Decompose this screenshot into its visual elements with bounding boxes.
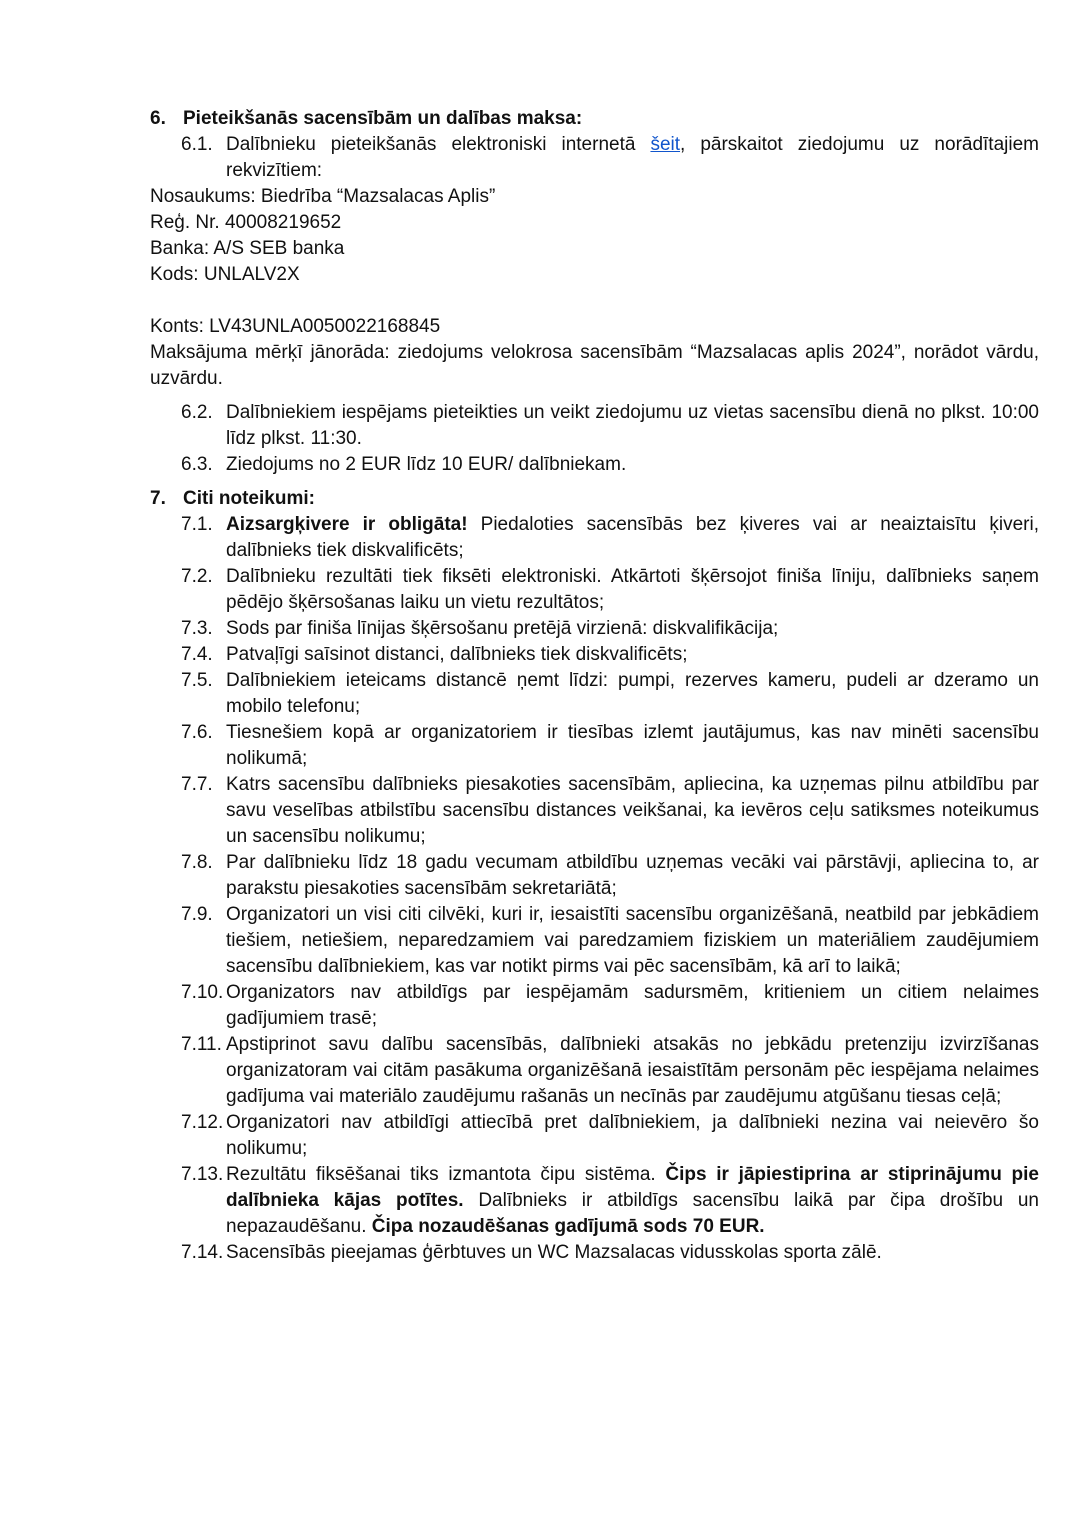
item-number: 7.1. bbox=[181, 514, 213, 535]
item-text: Tiesnešiem kopā ar organizatoriem ir tiesības izlemt jautājumus, kas nav minēti sacensību nolikumā; bbox=[226, 722, 1039, 769]
item-number: 6.2. bbox=[181, 402, 213, 423]
item-number: 7.2. bbox=[181, 566, 213, 587]
item-number: 7.7. bbox=[181, 774, 213, 795]
item-text: Sacensībās pieejamas ģērbtuves un WC Mazsalacas vidusskolas sporta zālē. bbox=[226, 1242, 882, 1263]
list-item-7-2 bbox=[181, 564, 1039, 616]
item-text-part: Dalībnieku pieteikšanās elektroniski internetā bbox=[226, 134, 651, 155]
item-text bbox=[226, 1162, 1039, 1240]
section-title: Pieteikšanās sacensībām un dalības maksa: bbox=[183, 108, 583, 129]
item-text: Patvaļīgi saīsinot distanci, dalībnieks tiek diskvalificēts; bbox=[226, 644, 688, 665]
item-text-part: Rezultātu fiksēšanai tiks izmantota čipu sistēma. bbox=[226, 1164, 666, 1185]
list-item-7-6 bbox=[181, 720, 1039, 772]
list-item-7-1 bbox=[181, 512, 1039, 564]
list-item-7-12 bbox=[181, 1110, 1039, 1162]
item-text: Organizators nav atbildīgs par iespējamām sadursmēm, kritieniem un citiem nelaimes gadījumiem trasē; bbox=[226, 982, 1039, 1029]
item-number: 7.13. bbox=[181, 1164, 224, 1185]
section-title: Citi noteikumi: bbox=[183, 488, 315, 509]
section-number: 7. bbox=[150, 488, 166, 509]
requisite-bank: Banka: A/S SEB banka bbox=[150, 238, 345, 259]
item-text: Dalībniekiem iespējams pieteikties un veikt ziedojumu uz vietas sacensību dienā no plkst. 10:00 līdz plkst. 11:30. bbox=[226, 402, 1039, 449]
item-text-part: , pārskaitot ziedojumu uz norādītajiem rekvizītiem: bbox=[226, 134, 1039, 181]
item-number: 7.3. bbox=[181, 618, 213, 639]
list-item-6-1 bbox=[181, 132, 1039, 184]
list-item-7-14 bbox=[181, 1240, 1039, 1266]
item-text: Dalībniekiem ieteicams distancē ņemt līdzi: pumpi, rezerves kameru, pudeli ar dzeramo un mobilo telefonu; bbox=[226, 670, 1039, 717]
item-text: Dalībnieku rezultāti tiek fiksēti elektroniski. Atkārtoti šķērsojot finiša līniju, dalībnieks saņem pēdējo šķērsošanas laiku un vietu rezultātos; bbox=[226, 566, 1039, 613]
item-number: 7.14. bbox=[181, 1242, 224, 1263]
item-text bbox=[226, 132, 1039, 184]
item-number: 7.8. bbox=[181, 852, 213, 873]
item-text: Apstiprinot savu dalību sacensībās, dalībnieki atsakās no jebkādu pretenziju izvirzīšanas organizatoram vai citām pasākuma organizēšanā iesaistītām personām pēc iespējama nelaimes gadījuma vai materiālo zaudējumu rašanās un necīnās par zaudējumu atgūšanu tiesas ceļā; bbox=[226, 1034, 1039, 1107]
item-number: 7.10. bbox=[181, 982, 224, 1003]
list-item-7-10 bbox=[181, 980, 1039, 1032]
item-text bbox=[226, 512, 1039, 564]
list-item-6-2 bbox=[181, 400, 1039, 452]
item-number: 7.11. bbox=[181, 1034, 222, 1055]
requisite-account: Konts: LV43UNLA0050022168845 bbox=[150, 316, 441, 337]
list-item-7-8 bbox=[181, 850, 1039, 902]
item-text: Ziedojums no 2 EUR līdz 10 EUR/ dalībniekam. bbox=[226, 454, 627, 475]
item-text: Sods par finiša līnijas šķērsošanu pretējā virzienā: diskvalifikācija; bbox=[226, 618, 779, 639]
item-text: Par dalībnieku līdz 18 gadu vecumam atbildību uzņemas vecāki vai pārstāvji, apliecina to, ar parakstu piesakoties sacensībām sekretariātā; bbox=[226, 852, 1039, 899]
list-item-7-7 bbox=[181, 772, 1039, 850]
list-item-7-4 bbox=[181, 642, 1039, 668]
item-number: 7.4. bbox=[181, 644, 213, 665]
document-page bbox=[150, 106, 1039, 1266]
item-text: Organizatori nav atbildīgi attiecībā pret dalībniekiem, ja dalībnieki nezina vai neievēro šo nolikumu; bbox=[226, 1112, 1039, 1159]
item-number: 6.3. bbox=[181, 454, 213, 475]
item-number: 7.5. bbox=[181, 670, 213, 691]
item-text-part: Dalībnieks ir atbildīgs sacensību laikā par čipa drošību un nepazaudēšanu. bbox=[226, 1190, 1039, 1237]
item-text-bold: Aizsargķivere ir obligāta! bbox=[226, 514, 468, 535]
list-item-7-9 bbox=[181, 902, 1039, 980]
section-6-heading bbox=[150, 106, 1039, 132]
item-number: 6.1. bbox=[181, 134, 213, 155]
list-item-7-3 bbox=[181, 616, 1039, 642]
requisite-name: Nosaukums: Biedrība “Mazsalacas Aplis” bbox=[150, 186, 496, 207]
item-text-part: Piedaloties sacensībās bez ķiveres vai ar neaiztaisītu ķiveri, dalībnieks tiek diskvalificēts; bbox=[226, 514, 1039, 561]
item-number: 7.9. bbox=[181, 904, 213, 925]
list-item-7-13 bbox=[181, 1162, 1039, 1240]
requisite-reg: Reģ. Nr. 40008219652 bbox=[150, 212, 342, 233]
item-text: Katrs sacensību dalībnieks piesakoties sacensībām, apliecina, ka uzņemas pilnu atbildību par savu veselības atbilstību sacensību distances veikšanai, ka ievēros ceļu satiksmes noteikumus un sacensību nolikumu; bbox=[226, 774, 1039, 847]
list-item-6-3 bbox=[181, 452, 1039, 478]
item-text: Organizatori un visi citi cilvēki, kuri ir, iesaistīti sacensību organizēšanā, neatbild par jebkādiem tiešiem, netiešiem, neparedzamiem vai paredzamiem fiziskiem un materiāliem zaudējumiem sacensību dalībniekiem, kas var notikt pirms vai pēc sacensībām, kā arī to laikā; bbox=[226, 904, 1039, 977]
requisite-code: Kods: UNLALV2X bbox=[150, 264, 300, 285]
list-item-7-11 bbox=[181, 1032, 1039, 1110]
section-7-heading bbox=[150, 486, 1039, 512]
item-text-bold: Čipa nozaudēšanas gadījumā sods 70 EUR. bbox=[371, 1216, 765, 1237]
section-number: 6. bbox=[150, 108, 166, 129]
item-number: 7.6. bbox=[181, 722, 213, 743]
payment-purpose: Maksājuma mērķī jānorāda: ziedojums velokrosa sacensībām “Mazsalacas aplis 2024”, norādot vārdu, uzvārdu. bbox=[150, 342, 1039, 389]
registration-link[interactable]: šeit bbox=[650, 134, 681, 155]
item-number: 7.12. bbox=[181, 1112, 224, 1133]
list-item-7-5 bbox=[181, 668, 1039, 720]
item-text-bold: Čips ir jāpiestiprina ar stiprinājumu pie dalībnieka kājas potītes. bbox=[226, 1164, 1039, 1211]
